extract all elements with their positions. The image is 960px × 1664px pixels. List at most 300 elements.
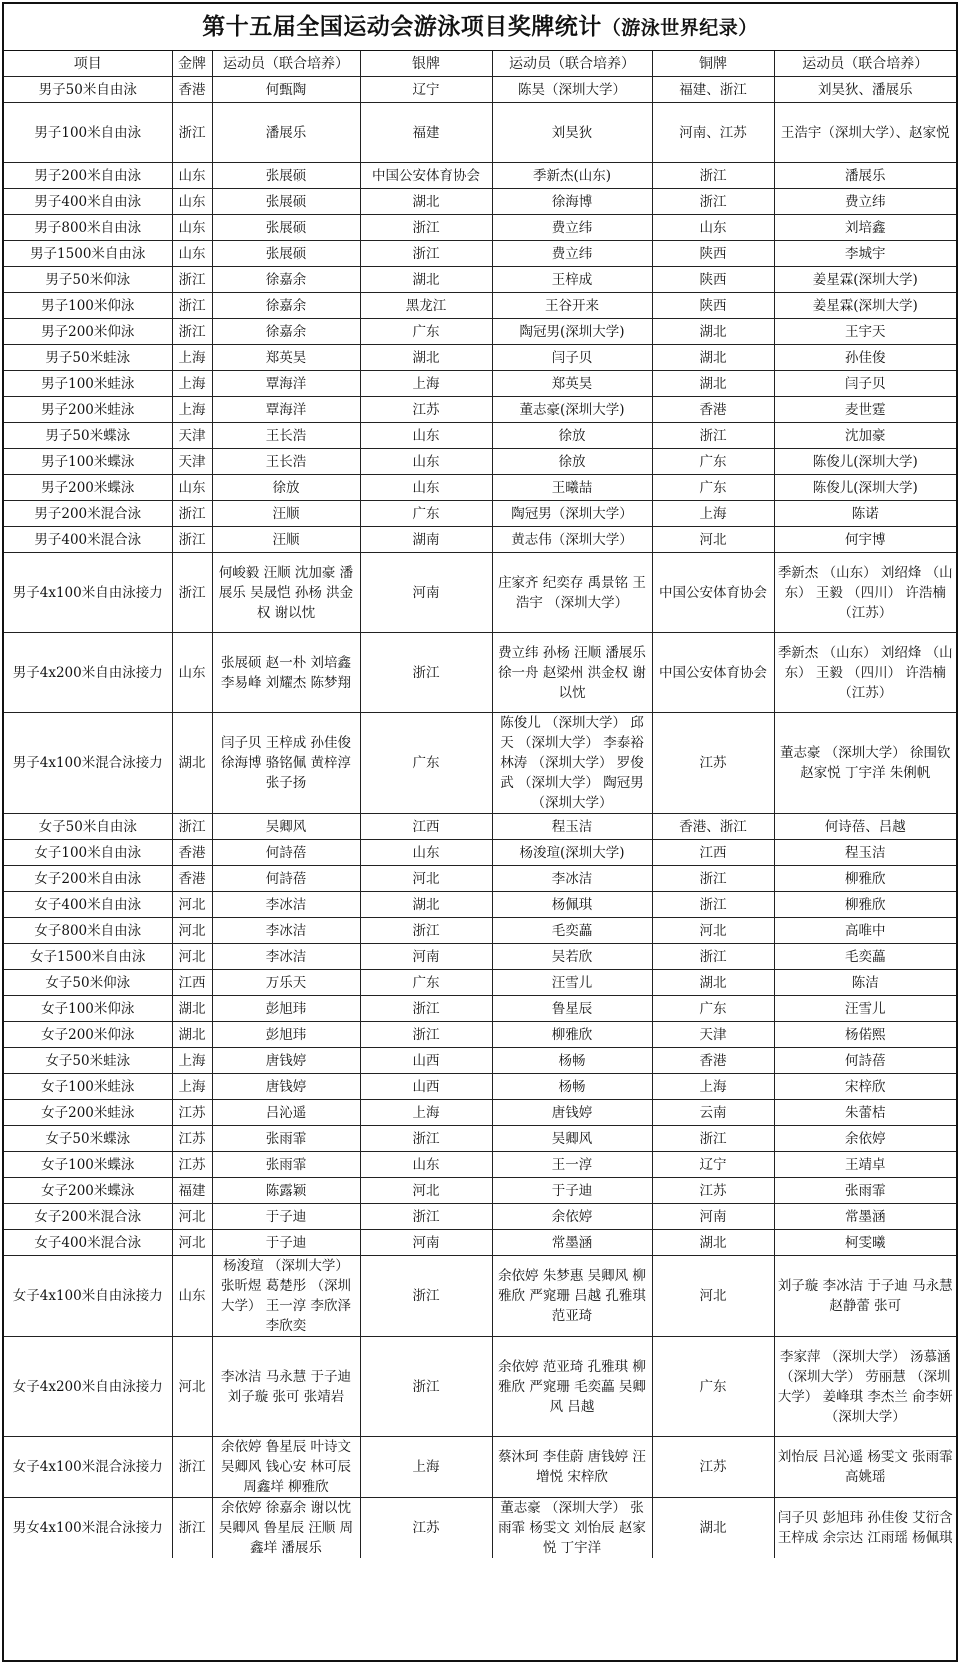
cell-bronze-province: 河南、江苏 [652,103,774,163]
cell-bronze-athletes: 闫子贝 [774,371,956,397]
cell-silver-athletes: 余依婷 [492,1204,652,1230]
cell-bronze-athletes: 张雨霏 [774,1178,956,1204]
cell-gold-athletes: 何甄陶 [212,77,360,103]
table-row [4,553,956,633]
cell-gold-province: 湖北 [172,1022,212,1048]
cell-gold-athletes: 徐放 [212,475,360,501]
cell-gold-athletes: 汪顺 [212,501,360,527]
cell-bronze-province: 广东 [652,475,774,501]
cell-silver-athletes: 余依婷 范亚琦 孔雅琪 柳雅欣 严窕珊 毛奕藟 吴卿风 吕越 [492,1337,652,1437]
header-event: 项目 [4,51,172,77]
cell-bronze-athletes: 王宇天 [774,319,956,345]
cell-silver-athletes: 刘昊狄 [492,103,652,163]
cell-silver-province: 黑龙江 [360,293,492,319]
table-row [4,449,956,475]
cell-event: 男子4x200米自由泳接力 [4,633,172,713]
cell-gold-province: 河北 [172,892,212,918]
cell-gold-province: 香港 [172,77,212,103]
cell-gold-province: 山东 [172,189,212,215]
cell-event: 男子1500米自由泳 [4,241,172,267]
cell-gold-athletes: 陈露颖 [212,1178,360,1204]
cell-bronze-province: 中国公安体育协会 [652,553,774,633]
cell-gold-province: 香港 [172,840,212,866]
table-header-row [4,51,956,77]
cell-silver-province: 山西 [360,1048,492,1074]
cell-gold-athletes: 万乐天 [212,970,360,996]
header-silver: 银牌 [360,51,492,77]
cell-gold-province: 湖北 [172,713,212,814]
table-row [4,501,956,527]
cell-silver-province: 广东 [360,501,492,527]
cell-silver-athletes: 杨浚瑄(深圳大学) [492,840,652,866]
cell-bronze-province: 湖北 [652,1230,774,1256]
table-body [4,77,956,1559]
cell-silver-athletes: 董志豪(深圳大学) [492,397,652,423]
cell-silver-province: 中国公安体育协会 [360,163,492,189]
cell-gold-athletes: 吴卿风 [212,814,360,840]
cell-bronze-athletes: 季新杰 （山东） 刘绍烽 （山东） 王毅 （四川） 许浩楠 （江苏） [774,633,956,713]
table-row [4,1022,956,1048]
table-row [4,241,956,267]
cell-bronze-province: 湖北 [652,970,774,996]
table-row [4,866,956,892]
cell-bronze-province: 辽宁 [652,1152,774,1178]
cell-bronze-athletes: 季新杰 （山东） 刘绍烽 （山东） 王毅 （四川） 许浩楠 （江苏） [774,553,956,633]
table-row [4,970,956,996]
cell-gold-province: 河北 [172,1230,212,1256]
header-gold-athletes: 运动员（联合培养） [212,51,360,77]
cell-silver-province: 浙江 [360,1256,492,1337]
cell-bronze-athletes: 姜星霖(深圳大学) [774,267,956,293]
cell-bronze-province: 广东 [652,1337,774,1437]
cell-gold-athletes: 张展硕 [212,215,360,241]
cell-bronze-athletes: 何宇博 [774,527,956,553]
cell-bronze-athletes: 陈俊儿(深圳大学) [774,475,956,501]
cell-silver-athletes: 费立纬 [492,241,652,267]
cell-event: 男子100米蝶泳 [4,449,172,475]
cell-silver-province: 广东 [360,713,492,814]
cell-bronze-province: 湖北 [652,345,774,371]
cell-bronze-province: 上海 [652,1074,774,1100]
cell-silver-province: 江苏 [360,397,492,423]
table-row [4,918,956,944]
cell-gold-province: 香港 [172,866,212,892]
cell-bronze-athletes: 柯雯曦 [774,1230,956,1256]
cell-bronze-athletes: 余依婷 [774,1126,956,1152]
cell-gold-athletes: 李冰洁 [212,892,360,918]
cell-gold-athletes: 张雨霏 [212,1152,360,1178]
cell-silver-province: 河南 [360,553,492,633]
cell-bronze-athletes: 闫子贝 彭旭玮 孙佳俊 艾衍含 王梓成 余宗达 江雨瑶 杨佩琪 [774,1498,956,1559]
cell-bronze-athletes: 沈加豪 [774,423,956,449]
cell-bronze-province: 广东 [652,996,774,1022]
cell-bronze-athletes: 董志豪 （深圳大学） 徐围钦 赵家悦 丁宇洋 朱俐帆 [774,713,956,814]
cell-silver-province: 湖北 [360,892,492,918]
cell-silver-province: 湖北 [360,189,492,215]
header-gold: 金牌 [172,51,212,77]
cell-bronze-athletes: 麦世霆 [774,397,956,423]
cell-event: 男子50米蛙泳 [4,345,172,371]
cell-silver-province: 浙江 [360,1126,492,1152]
table-row [4,371,956,397]
cell-silver-athletes: 于子迪 [492,1178,652,1204]
cell-bronze-athletes: 陈洁 [774,970,956,996]
cell-event: 女子100米蝶泳 [4,1152,172,1178]
cell-silver-athletes: 鲁星辰 [492,996,652,1022]
cell-bronze-athletes: 姜星霖(深圳大学) [774,293,956,319]
cell-bronze-province: 河北 [652,1256,774,1337]
cell-gold-province: 江苏 [172,1152,212,1178]
cell-gold-athletes: 王长浩 [212,423,360,449]
cell-silver-province: 山东 [360,423,492,449]
table-row [4,345,956,371]
cell-silver-athletes: 闫子贝 [492,345,652,371]
cell-silver-athletes: 常墨涵 [492,1230,652,1256]
cell-bronze-athletes: 刘培鑫 [774,215,956,241]
cell-gold-province: 上海 [172,397,212,423]
cell-gold-province: 上海 [172,345,212,371]
cell-bronze-athletes: 刘子璇 李冰洁 于子迪 马永慧 赵静蕾 张可 [774,1256,956,1337]
cell-bronze-province: 江西 [652,840,774,866]
cell-silver-province: 上海 [360,371,492,397]
table-row [4,1498,956,1559]
cell-gold-athletes: 李冰洁 [212,944,360,970]
table-row [4,1230,956,1256]
cell-bronze-athletes: 刘怡辰 吕沁遥 杨雯文 张雨霏 高姚瑶 [774,1437,956,1498]
table-row [4,215,956,241]
cell-event: 女子4x100米混合泳接力 [4,1437,172,1498]
cell-bronze-province: 山东 [652,215,774,241]
cell-gold-athletes: 张展硕 [212,241,360,267]
table-row [4,1204,956,1230]
cell-gold-province: 湖北 [172,996,212,1022]
cell-event: 男女4x100米混合泳接力 [4,1498,172,1559]
cell-bronze-province: 浙江 [652,892,774,918]
cell-event: 男子400米自由泳 [4,189,172,215]
cell-silver-athletes: 陶冠男(深圳大学) [492,319,652,345]
cell-gold-province: 河北 [172,944,212,970]
cell-bronze-athletes: 程玉洁 [774,840,956,866]
cell-silver-athletes: 蔡沐珂 李佳蔚 唐钱婷 汪增悦 宋梓欣 [492,1437,652,1498]
table-row [4,840,956,866]
table-row [4,1178,956,1204]
cell-gold-province: 浙江 [172,553,212,633]
cell-gold-province: 山东 [172,1256,212,1337]
header-bronze: 铜牌 [652,51,774,77]
table-row [4,267,956,293]
cell-bronze-province: 湖北 [652,319,774,345]
cell-gold-athletes: 余依婷 徐嘉余 谢以忱 吴卿风 鲁星辰 汪顺 周鑫垟 潘展乐 [212,1498,360,1559]
cell-gold-province: 江西 [172,970,212,996]
cell-gold-province: 上海 [172,1074,212,1100]
cell-event: 男子100米蛙泳 [4,371,172,397]
cell-bronze-athletes: 汪雪儿 [774,996,956,1022]
cell-silver-province: 山西 [360,1074,492,1100]
cell-gold-athletes: 徐嘉余 [212,293,360,319]
cell-silver-province: 浙江 [360,241,492,267]
cell-gold-province: 浙江 [172,293,212,319]
cell-silver-province: 湖北 [360,345,492,371]
cell-event: 男子4x100米混合泳接力 [4,713,172,814]
cell-silver-athletes: 王梓成 [492,267,652,293]
medal-table [4,51,956,1558]
table-row [4,1437,956,1498]
cell-gold-province: 浙江 [172,501,212,527]
cell-silver-athletes: 陈俊儿 （深圳大学） 邱天 （深圳大学） 李泰裕 林涛 （深圳大学） 罗俊武 （深圳大学） 陶冠男 （深圳大学） [492,713,652,814]
table-row [4,892,956,918]
cell-gold-athletes: 覃海洋 [212,371,360,397]
cell-event: 女子100米仰泳 [4,996,172,1022]
cell-silver-athletes: 王谷开来 [492,293,652,319]
cell-event: 男子50米仰泳 [4,267,172,293]
cell-bronze-province: 浙江 [652,189,774,215]
table-row [4,475,956,501]
cell-silver-athletes: 董志豪 （深圳大学） 张雨霏 杨雯文 刘怡辰 赵家悦 丁宇洋 [492,1498,652,1559]
cell-silver-athletes: 杨畅 [492,1074,652,1100]
cell-silver-athletes: 毛奕藟 [492,918,652,944]
cell-silver-athletes: 费立纬 孙杨 汪顺 潘展乐 徐一舟 赵梁州 洪金权 谢以忱 [492,633,652,713]
cell-bronze-athletes: 王靖卓 [774,1152,956,1178]
cell-gold-athletes: 徐嘉余 [212,267,360,293]
cell-event: 女子100米蛙泳 [4,1074,172,1100]
cell-event: 女子50米蝶泳 [4,1126,172,1152]
cell-silver-athletes: 吴若欣 [492,944,652,970]
cell-gold-athletes: 唐钱婷 [212,1074,360,1100]
cell-event: 女子1500米自由泳 [4,944,172,970]
cell-gold-province: 江苏 [172,1100,212,1126]
cell-gold-province: 上海 [172,1048,212,1074]
title-subtitle: （游泳世界纪录） [601,17,758,39]
cell-bronze-athletes: 陈俊儿(深圳大学) [774,449,956,475]
medal-table-sheet [2,2,958,1662]
cell-bronze-athletes: 何詩蓓 [774,1048,956,1074]
cell-gold-province: 河北 [172,1337,212,1437]
table-row [4,1048,956,1074]
cell-bronze-province: 香港 [652,1048,774,1074]
header-silver-athletes: 运动员（联合培养） [492,51,652,77]
cell-gold-athletes: 何詩蓓 [212,840,360,866]
cell-gold-athletes: 闫子贝 王梓成 孙佳俊 徐海博 骆铭佩 黄梓淳 张子扬 [212,713,360,814]
cell-bronze-province: 江苏 [652,713,774,814]
cell-silver-athletes: 季新杰(山东) [492,163,652,189]
cell-silver-athletes: 王一淳 [492,1152,652,1178]
cell-event: 女子4x100米自由泳接力 [4,1256,172,1337]
cell-silver-province: 河南 [360,944,492,970]
cell-silver-province: 河南 [360,1230,492,1256]
cell-gold-athletes: 覃海洋 [212,397,360,423]
cell-bronze-province: 上海 [652,501,774,527]
cell-event: 男子100米仰泳 [4,293,172,319]
cell-bronze-athletes: 陈诺 [774,501,956,527]
table-row [4,1337,956,1437]
cell-gold-athletes: 于子迪 [212,1230,360,1256]
cell-gold-athletes: 吕沁遥 [212,1100,360,1126]
cell-bronze-athletes: 王浩宇（深圳大学）、赵家悦 [774,103,956,163]
cell-silver-athletes: 柳雅欣 [492,1022,652,1048]
cell-gold-athletes: 唐钱婷 [212,1048,360,1074]
cell-silver-athletes: 吴卿风 [492,1126,652,1152]
cell-event: 女子50米仰泳 [4,970,172,996]
table-row [4,293,956,319]
cell-gold-province: 河北 [172,918,212,944]
cell-gold-athletes: 汪顺 [212,527,360,553]
cell-event: 女子200米蝶泳 [4,1178,172,1204]
table-row [4,163,956,189]
cell-silver-province: 浙江 [360,1204,492,1230]
cell-bronze-province: 福建、浙江 [652,77,774,103]
cell-gold-province: 山东 [172,241,212,267]
header-bronze-athletes: 运动员（联合培养） [774,51,956,77]
cell-bronze-province: 陕西 [652,267,774,293]
cell-silver-province: 山东 [360,475,492,501]
cell-gold-athletes: 余依婷 鲁星辰 叶诗文 吴卿风 钱心安 林可辰 周鑫垟 柳雅欣 [212,1437,360,1498]
cell-gold-province: 天津 [172,449,212,475]
cell-silver-athletes: 杨畅 [492,1048,652,1074]
cell-silver-athletes: 费立纬 [492,215,652,241]
cell-silver-province: 河北 [360,1178,492,1204]
table-row [4,319,956,345]
cell-event: 女子100米自由泳 [4,840,172,866]
cell-silver-athletes: 王曦喆 [492,475,652,501]
cell-gold-province: 浙江 [172,1498,212,1559]
cell-bronze-province: 浙江 [652,163,774,189]
cell-bronze-province: 湖北 [652,1498,774,1559]
cell-event: 男子50米自由泳 [4,77,172,103]
cell-silver-athletes: 黄志伟（深圳大学） [492,527,652,553]
cell-bronze-athletes: 何诗蓓、吕越 [774,814,956,840]
cell-bronze-athletes: 孙佳俊 [774,345,956,371]
cell-silver-province: 江西 [360,814,492,840]
table-row [4,1100,956,1126]
cell-gold-athletes: 潘展乐 [212,103,360,163]
cell-gold-athletes: 张雨霏 [212,1126,360,1152]
cell-bronze-province: 河北 [652,527,774,553]
cell-silver-athletes: 徐海博 [492,189,652,215]
cell-silver-province: 山东 [360,1152,492,1178]
cell-silver-province: 广东 [360,319,492,345]
cell-event: 女子50米自由泳 [4,814,172,840]
cell-event: 女子50米蛙泳 [4,1048,172,1074]
cell-bronze-athletes: 宋梓欣 [774,1074,956,1100]
cell-silver-athletes: 徐放 [492,449,652,475]
cell-silver-athletes: 陶冠男（深圳大学） [492,501,652,527]
cell-silver-athletes: 郑英昊 [492,371,652,397]
cell-gold-athletes: 李冰洁 马永慧 于子迪 刘子璇 张可 张靖岩 [212,1337,360,1437]
cell-silver-province: 浙江 [360,633,492,713]
cell-gold-athletes: 徐嘉余 [212,319,360,345]
cell-bronze-province: 湖北 [652,371,774,397]
cell-silver-province: 浙江 [360,918,492,944]
cell-silver-province: 浙江 [360,215,492,241]
cell-silver-province: 山东 [360,449,492,475]
cell-gold-athletes: 何詩蓓 [212,866,360,892]
cell-event: 女子200米自由泳 [4,866,172,892]
cell-bronze-province: 江苏 [652,1178,774,1204]
table-row [4,713,956,814]
cell-bronze-athletes: 毛奕藟 [774,944,956,970]
cell-gold-province: 山东 [172,163,212,189]
cell-event: 男子200米蛙泳 [4,397,172,423]
cell-event: 女子200米蛙泳 [4,1100,172,1126]
cell-event: 女子400米混合泳 [4,1230,172,1256]
cell-bronze-province: 江苏 [652,1437,774,1498]
cell-gold-province: 山东 [172,215,212,241]
cell-gold-athletes: 张展硕 [212,163,360,189]
cell-event: 男子50米蝶泳 [4,423,172,449]
cell-bronze-province: 天津 [652,1022,774,1048]
cell-silver-athletes: 陈昊（深圳大学） [492,77,652,103]
title-main: 第十五届全国运动会游泳项目奖牌统计 [202,14,602,40]
cell-gold-athletes: 王长浩 [212,449,360,475]
cell-bronze-athletes: 常墨涵 [774,1204,956,1230]
table-row [4,189,956,215]
cell-gold-province: 山东 [172,633,212,713]
cell-silver-athletes: 庄家齐 纪奕存 禹景铭 王浩宇 （深圳大学） [492,553,652,633]
table-row [4,527,956,553]
cell-gold-athletes: 李冰洁 [212,918,360,944]
cell-gold-province: 福建 [172,1178,212,1204]
cell-gold-province: 浙江 [172,319,212,345]
cell-bronze-province: 浙江 [652,944,774,970]
cell-silver-athletes: 汪雪儿 [492,970,652,996]
cell-gold-athletes: 张展硕 [212,189,360,215]
cell-silver-province: 广东 [360,970,492,996]
cell-silver-province: 上海 [360,1437,492,1498]
cell-event: 男子400米混合泳 [4,527,172,553]
table-row [4,633,956,713]
table-row [4,103,956,163]
table-row [4,77,956,103]
cell-gold-province: 浙江 [172,267,212,293]
cell-bronze-athletes: 李家萍 （深圳大学） 汤慕涵 （深圳大学） 劳丽慧 （深圳大学） 姜峰琪 李杰兰 俞李妍 （深圳大学） [774,1337,956,1437]
table-row [4,996,956,1022]
cell-gold-athletes: 彭旭玮 [212,1022,360,1048]
cell-bronze-athletes: 李城宇 [774,241,956,267]
cell-bronze-province: 浙江 [652,1126,774,1152]
cell-bronze-athletes: 高唯中 [774,918,956,944]
cell-event: 男子200米自由泳 [4,163,172,189]
cell-event: 女子800米自由泳 [4,918,172,944]
cell-event: 女子200米仰泳 [4,1022,172,1048]
cell-gold-province: 天津 [172,423,212,449]
cell-silver-province: 山东 [360,840,492,866]
table-row [4,1152,956,1178]
cell-event: 女子400米自由泳 [4,892,172,918]
cell-event: 男子200米混合泳 [4,501,172,527]
cell-gold-province: 山东 [172,475,212,501]
table-row [4,423,956,449]
table-row [4,1126,956,1152]
cell-gold-province: 上海 [172,371,212,397]
cell-gold-province: 浙江 [172,814,212,840]
cell-bronze-athletes: 朱蕾桔 [774,1100,956,1126]
cell-silver-athletes: 唐钱婷 [492,1100,652,1126]
table-row [4,397,956,423]
cell-bronze-province: 陕西 [652,293,774,319]
cell-gold-province: 河北 [172,1204,212,1230]
cell-event: 男子4x100米自由泳接力 [4,553,172,633]
cell-bronze-athletes: 潘展乐 [774,163,956,189]
cell-silver-province: 湖北 [360,267,492,293]
cell-bronze-province: 中国公安体育协会 [652,633,774,713]
table-row [4,944,956,970]
cell-silver-athletes: 徐放 [492,423,652,449]
cell-gold-athletes: 何峻毅 汪顺 沈加豪 潘展乐 吴晟恺 孙杨 洪金权 谢以忱 [212,553,360,633]
cell-gold-province: 江苏 [172,1126,212,1152]
cell-event: 女子4x200米自由泳接力 [4,1337,172,1437]
cell-silver-province: 河北 [360,866,492,892]
cell-silver-athletes: 余依婷 朱梦惠 吴卿风 柳雅欣 严窕珊 吕越 孔雅琪 范亚琦 [492,1256,652,1337]
